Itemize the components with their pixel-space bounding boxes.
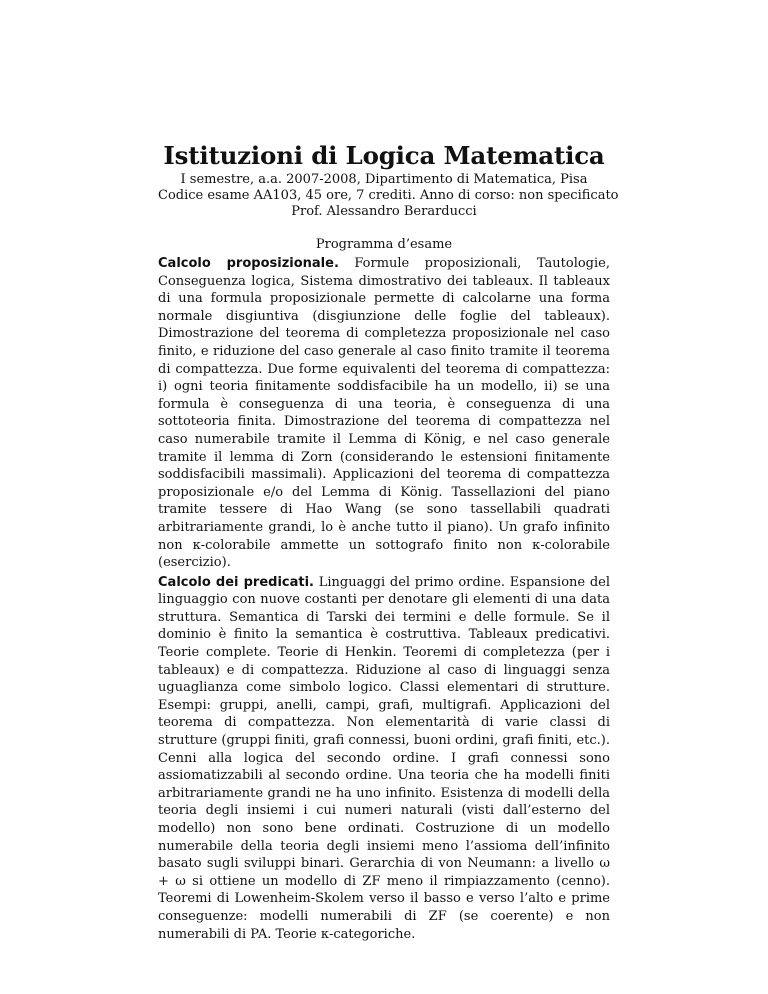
professor-line: Prof. Alessandro Berarducci xyxy=(291,204,477,219)
program-heading: Programma d’esame xyxy=(315,237,453,252)
section-predicates xyxy=(158,574,610,943)
section-body: Linguaggi del primo ordine. Espansione del linguaggio con nuove costanti per denotare gli elementi di una data struttura. Semantica di Tarski dei termini e delle formule. Se il dominio è finito la semantica è costruttiva. Tableaux predicativi. Teorie complete. Teorie di Henkin. Teoremi di completezza (per i tableaux) e di compattezza. Riduzione al caso di linguaggi senza uguaglianza come simbolo logico. Classi elementari di strutture. Esempi: gruppi, anelli, campi, grafi, multigrafi. Applicazioni del teorema di compattezza. Non elementarità di varie classi di strutture (gruppi finiti, grafi connessi, buoni ordini, grafi finiti, etc.). Cenni alla logica del secondo ordine. I grafi connessi sono assiomatizzabili al secondo ordine. Una teoria che ha modelli finiti arbitrariamente grandi ne ha uno infinito. Esistenza di modelli della teoria degli insiemi i cui numeri naturali (visti dall’esterno del modello) non sono bene ordinati. Costruzione di un modello numerabile della teoria degli insiemi meno l’assioma dell’infinito basato sugli sviluppi binari. Gerarchia di von Neumann: a livello ω + ω si ottiene un modello di ZF meno il rimpiazzamento (cenno). Teoremi di Lowenheim-Skolem verso il basso e verso l’alto e prime conseguenze: modelli numerabili di ZF (se coerente) e non numerabili di PA. Teorie κ-categoriche. xyxy=(158,574,611,942)
section-title: Calcolo proposizionale. xyxy=(158,256,339,271)
document-title: Istituzioni di Logica Matematica xyxy=(163,141,605,170)
course-info-line: I semestre, a.a. 2007-2008, Dipartimento di Matematica, Pisa xyxy=(180,172,588,187)
section-body: Formule proposizionali, Tautologie, Conseguenza logica, Sistema dimostrativo dei tableaux. Il tableaux di una formula proposizionale permette di calcolarne una forma normale disgiuntiva (disgiunzione delle foglie del tableaux). Dimostrazione del teorema di completezza proposizionale nel caso finito, e riduzione del caso generale al caso finito tramite il teorema di compattezza. Due forme equivalenti del teorema di compattezza: i) ogni teoria finitamente soddisfacibile ha un modello, ii) se una formula è conseguenza di una teoria, è conseguenza di una sottoteoria finita. Dimostrazione del teorema di compattezza nel caso numerabile tramite il Lemma di König, e nel caso generale tramite il lemma di Zorn (considerando le estensioni finitamente soddisfacibili massimali). Applicazioni del teorema di compattezza proposizionale e/o del Lemma di König. Tassellazioni del piano tramite tessere di Hao Wang (se sono tassellabili quadrati arbitrariamente grandi, lo è anche tutto il piano). Un grafo infinito non κ-colorabile ammette un sottografo finito non κ-colorabile (esercizio). xyxy=(158,256,610,571)
section-title: Calcolo dei predicati. xyxy=(158,574,314,590)
section-propositional xyxy=(158,255,610,572)
document-page xyxy=(158,140,619,945)
exam-code-line: Codice esame AA103, 45 ore, 7 crediti. Anno di corso: non specificato xyxy=(158,188,619,203)
